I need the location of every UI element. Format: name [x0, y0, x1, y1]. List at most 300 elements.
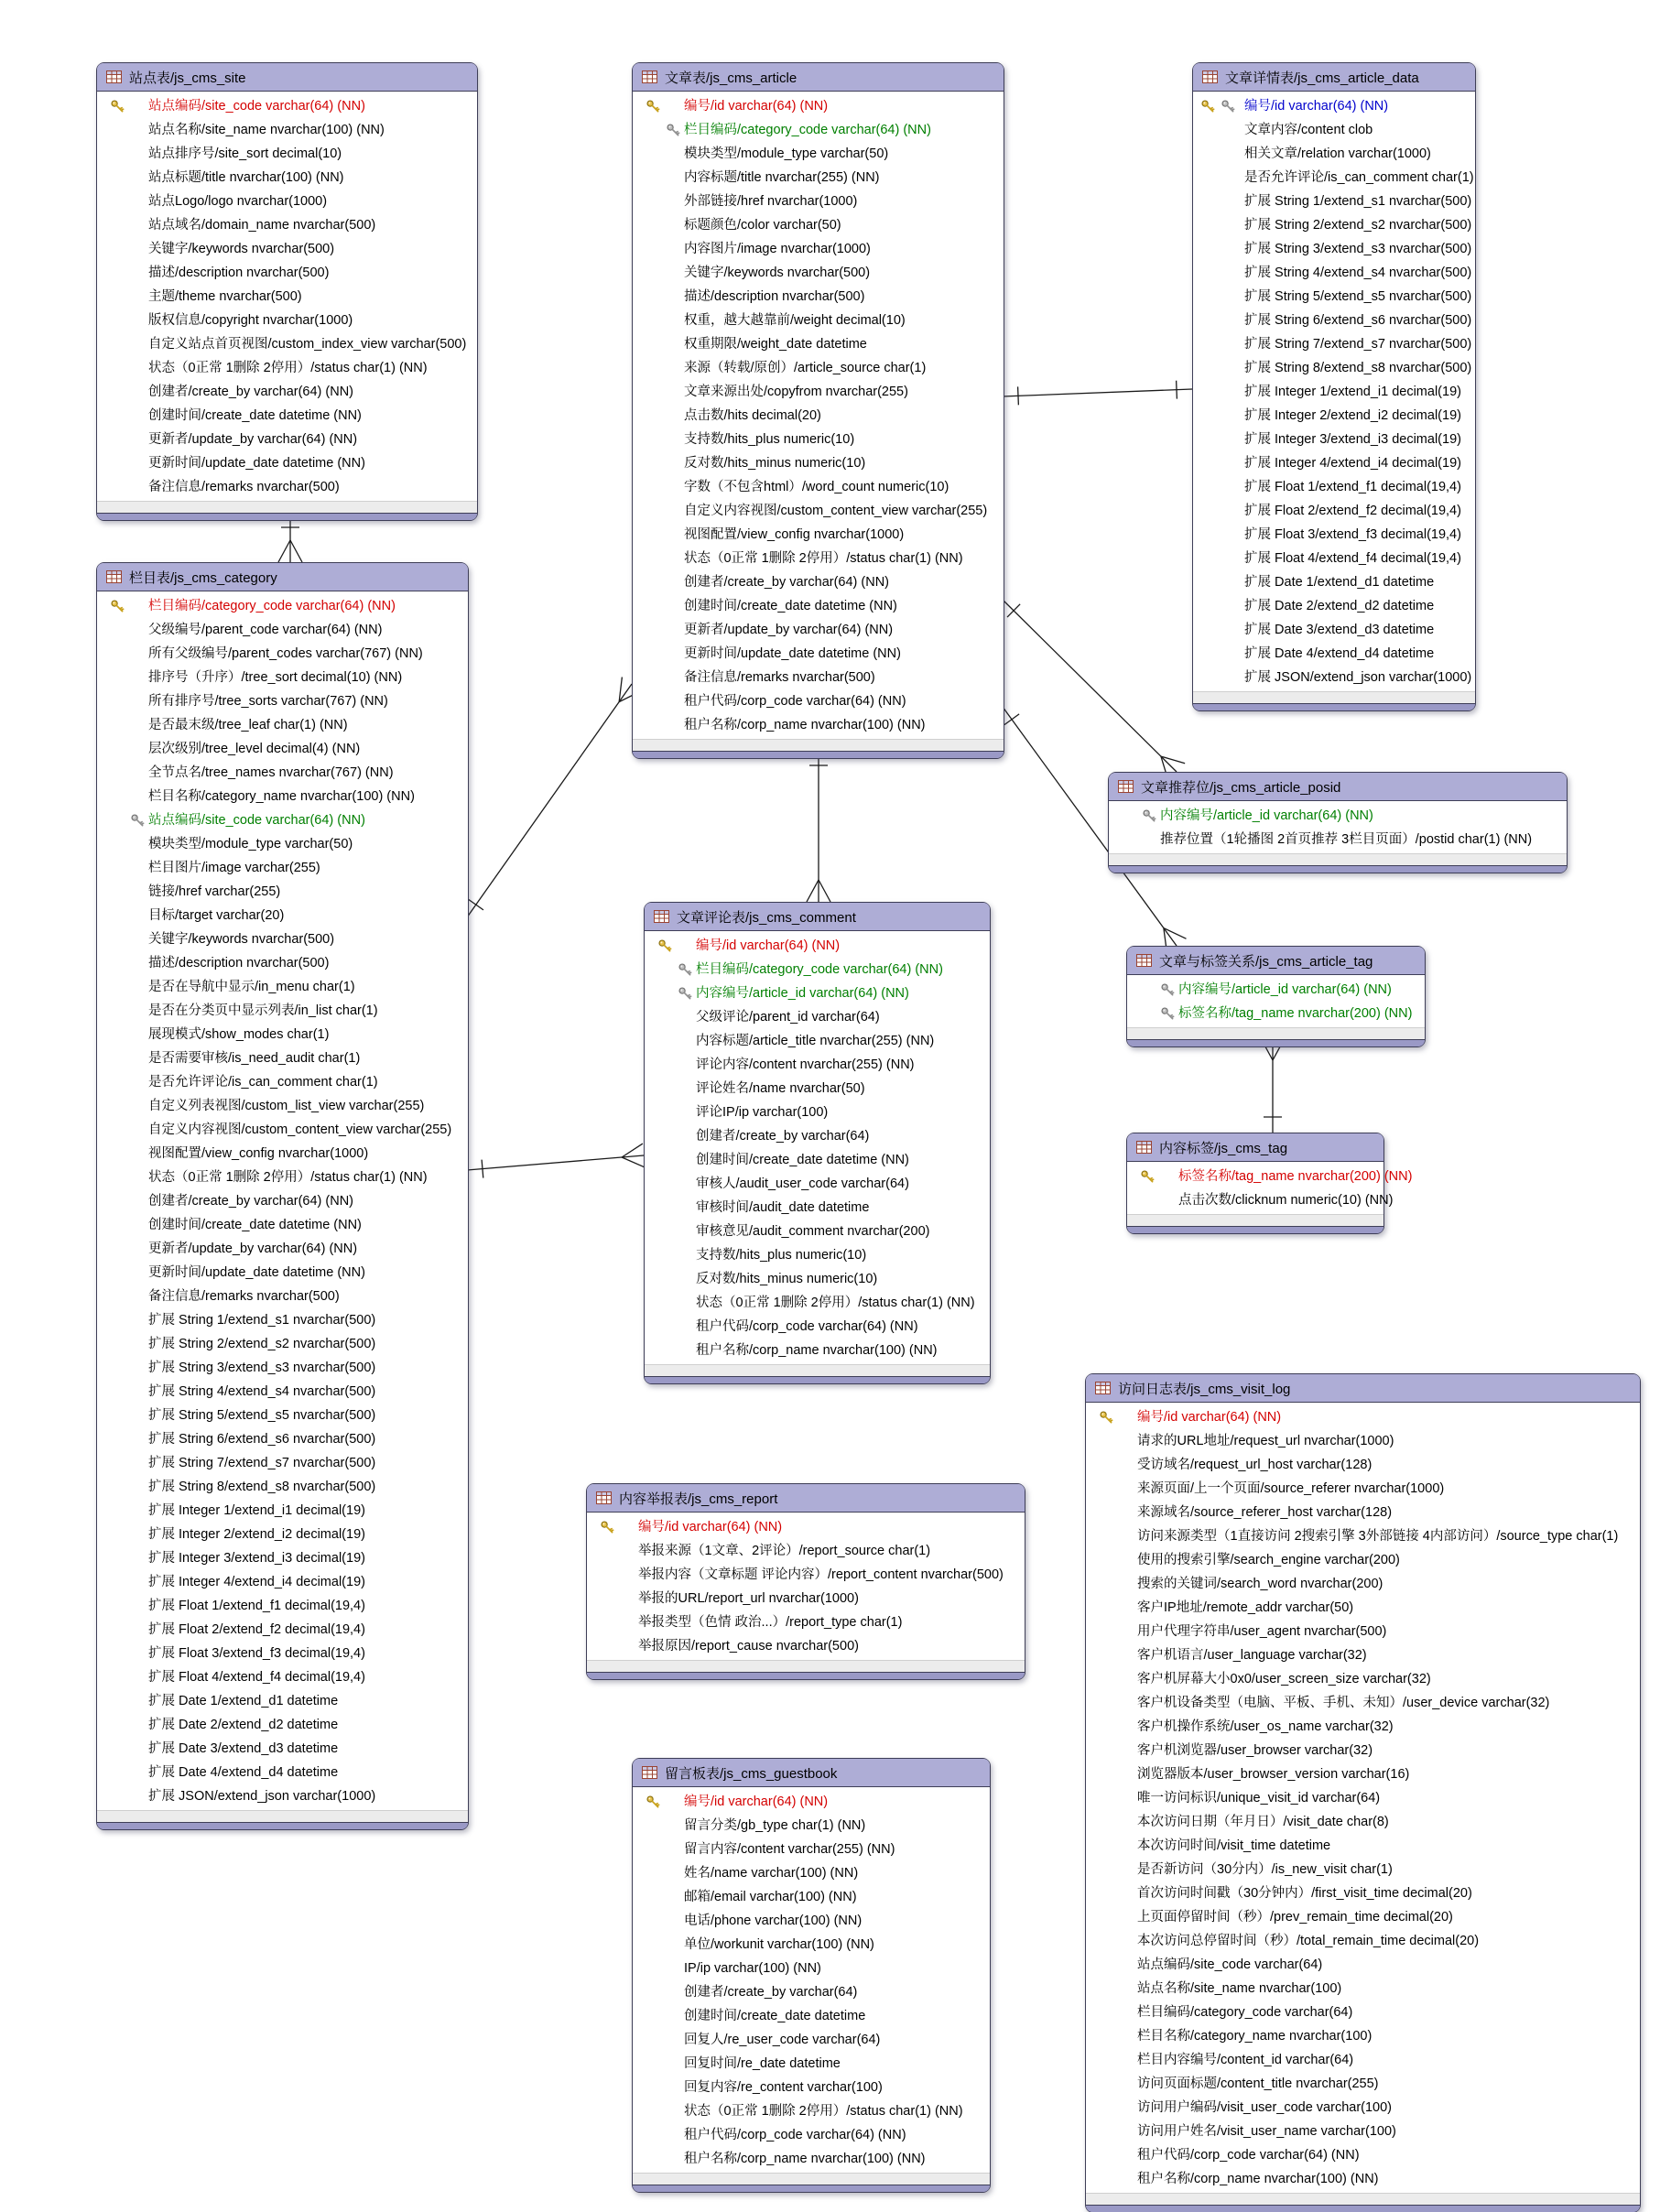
field-row	[97, 451, 477, 475]
field-label: 内容标题/title nvarchar(255) (NN)	[684, 170, 880, 185]
field-label: 扩展 Date 2/extend_d2 datetime	[148, 1718, 339, 1732]
field-label: 扩展 String 1/extend_s1 nvarchar(500)	[148, 1313, 376, 1328]
field-label: 客户机设备类型（电脑、平板、手机、未知）/user_device varchar(32)	[1137, 1696, 1550, 1710]
field-row	[1086, 1524, 1640, 1548]
field-row	[1086, 1620, 1640, 1643]
field-row	[97, 1308, 468, 1332]
field-row	[97, 1356, 468, 1380]
erd-table-js_cms_tag[interactable]	[1126, 1133, 1413, 1234]
field-row	[1193, 213, 1475, 237]
field-row	[1086, 1453, 1640, 1477]
field-row	[97, 475, 477, 499]
field-label: 标签名称/tag_name nvarchar(200) (NN)	[1178, 1169, 1413, 1184]
field-row	[645, 981, 990, 1005]
field-row	[645, 1077, 990, 1101]
field-label: 用户代理字符串/user_agent nvarchar(500)	[1137, 1624, 1387, 1639]
field-label: 关键字/keywords nvarchar(500)	[148, 242, 335, 256]
field-label: 举报原因/report_cause nvarchar(500)	[638, 1639, 859, 1654]
field-row	[633, 1933, 990, 1957]
erd-table-js_cms_guestbook[interactable]	[632, 1758, 991, 2193]
foreign-key-icon	[678, 962, 693, 978]
field-label: 更新时间/update_date datetime (NN)	[148, 1265, 365, 1280]
field-row	[1086, 1953, 1640, 1977]
table-fields	[645, 931, 990, 1364]
field-row	[97, 94, 477, 118]
field-label: 栏目编码/category_code varchar(64) (NN)	[696, 962, 943, 977]
primary-key-icon	[110, 599, 125, 614]
relationship-line-segment	[467, 684, 632, 917]
field-row	[97, 1023, 468, 1046]
field-row	[1193, 332, 1475, 356]
field-label: 创建时间/create_date datetime	[684, 2009, 866, 2023]
table-fields	[1109, 801, 1567, 853]
table-bottom-bar	[1127, 1039, 1425, 1046]
field-row	[1109, 804, 1567, 828]
field-row	[645, 1291, 990, 1315]
field-row	[645, 1196, 990, 1220]
table-bottom-bar	[645, 1376, 990, 1383]
field-label: 扩展 Integer 3/extend_i3 decimal(19)	[1244, 432, 1461, 447]
field-row	[633, 1957, 990, 1980]
field-label: 扩展 String 6/extend_s6 nvarchar(500)	[1244, 313, 1472, 328]
field-row	[97, 1261, 468, 1285]
field-label: 排序号（升序）/tree_sort decimal(10) (NN)	[148, 670, 403, 685]
field-row	[97, 1523, 468, 1546]
field-row	[1086, 1977, 1640, 2001]
field-row	[645, 958, 990, 981]
field-row	[97, 1713, 468, 1737]
table-bottom-bar	[587, 1672, 1025, 1679]
field-label: 更新者/update_by varchar(64) (NN)	[148, 1242, 358, 1256]
field-label: 栏目图片/image varchar(255)	[148, 861, 320, 875]
field-label: 客户机语言/user_language varchar(32)	[1137, 1648, 1367, 1663]
field-row	[1193, 570, 1475, 594]
field-row	[1193, 261, 1475, 285]
foreign-key-icon	[666, 123, 681, 138]
table-header	[1193, 63, 1475, 92]
field-row	[633, 190, 1004, 213]
field-row	[645, 1148, 990, 1172]
field-row	[1127, 978, 1425, 1002]
table-bottom-bar	[97, 513, 477, 520]
field-label: 所有排序号/tree_sorts varchar(767) (NN)	[148, 694, 388, 709]
field-label: 是否允许评论/is_can_comment char(1)	[148, 1075, 378, 1090]
field-label: 扩展 Float 4/extend_f4 decimal(19,4)	[148, 1670, 365, 1685]
field-label: 是否最末级/tree_leaf char(1) (NN)	[148, 718, 348, 732]
field-row	[587, 1539, 1025, 1563]
field-row	[97, 1046, 468, 1070]
erd-table-js_cms_category[interactable]	[96, 562, 469, 1830]
field-row	[1086, 1596, 1640, 1620]
erd-table-js_cms_article_tag[interactable]	[1126, 946, 1426, 1047]
field-label: 栏目名称/category_name nvarchar(100) (NN)	[148, 789, 415, 804]
field-label: 创建者/create_by varchar(64)	[696, 1129, 870, 1144]
field-row	[1086, 1643, 1640, 1667]
primary-key-icon	[110, 99, 125, 114]
field-row	[587, 1610, 1025, 1634]
field-row	[97, 618, 468, 642]
table-icon	[596, 1491, 612, 1504]
field-label: 创建时间/create_date datetime (NN)	[684, 599, 897, 613]
field-label: 本次访问时间/visit_time datetime	[1137, 1838, 1331, 1853]
field-label: 站点域名/domain_name nvarchar(500)	[148, 218, 376, 233]
relationship-line-segment	[467, 1155, 644, 1170]
field-label: 扩展 String 7/extend_s7 nvarchar(500)	[1244, 337, 1472, 352]
field-row	[97, 285, 477, 309]
field-label: 扩展 Integer 4/extend_i4 decimal(19)	[1244, 456, 1461, 471]
field-row	[633, 451, 1004, 475]
foreign-key-icon	[1221, 99, 1236, 114]
field-row	[97, 1546, 468, 1570]
field-label: 是否在分类页中显示列表/in_list char(1)	[148, 1003, 378, 1018]
table-header	[645, 903, 990, 931]
field-row	[97, 261, 477, 285]
field-label: 租户代码/corp_code varchar(64) (NN)	[684, 2128, 906, 2142]
field-row	[1193, 166, 1475, 190]
field-row	[1193, 142, 1475, 166]
table-title: 内容标签/js_cms_tag	[1159, 1140, 1288, 1156]
field-row	[1127, 1002, 1425, 1025]
field-label: 支持数/hits_plus numeric(10)	[696, 1248, 867, 1263]
field-row	[1086, 1762, 1640, 1786]
field-label: 扩展 Float 1/extend_f1 decimal(19,4)	[148, 1599, 365, 1613]
field-label: 权重期限/weight_date datetime	[684, 337, 867, 352]
field-row	[633, 594, 1004, 618]
field-row	[587, 1563, 1025, 1587]
erd-table-js_cms_article_posid[interactable]	[1108, 772, 1568, 873]
field-row	[633, 309, 1004, 332]
table-fields	[1127, 1162, 1413, 1214]
field-row	[1109, 828, 1567, 851]
field-label: 字数（不包含html）/word_count numeric(10)	[684, 480, 949, 494]
field-label: 扩展 Float 1/extend_f1 decimal(19,4)	[1244, 480, 1461, 494]
field-row	[1086, 2048, 1640, 2072]
table-icon	[1095, 1382, 1111, 1394]
relationship-line-segment	[469, 899, 483, 910]
field-row	[1086, 1667, 1640, 1691]
field-row	[633, 618, 1004, 642]
table-fields	[1193, 92, 1475, 691]
field-label: 扩展 String 8/extend_s8 nvarchar(500)	[148, 1480, 376, 1494]
field-label: 来源域名/source_referer_host varchar(128)	[1137, 1505, 1393, 1520]
table-title: 内容举报表/js_cms_report	[619, 1491, 778, 1507]
field-label: 创建时间/create_date datetime (NN)	[148, 1218, 362, 1232]
table-fields	[97, 92, 477, 501]
field-label: 举报的URL/report_url nvarchar(1000)	[638, 1591, 859, 1606]
field-row	[1086, 1405, 1640, 1429]
field-label: 留言内容/content varchar(255) (NN)	[684, 1842, 895, 1857]
primary-key-icon	[657, 938, 673, 954]
field-row	[1193, 94, 1475, 118]
field-label: 留言分类/gb_type char(1) (NN)	[684, 1818, 866, 1833]
erd-table-js_cms_visit_log[interactable]	[1085, 1373, 1641, 2212]
field-row	[97, 1594, 468, 1618]
field-row	[97, 856, 468, 880]
field-label: 电话/phone varchar(100) (NN)	[684, 1914, 863, 1928]
table-title: 文章评论表/js_cms_comment	[677, 909, 856, 926]
table-icon	[1136, 1141, 1152, 1154]
table-icon	[1136, 954, 1152, 967]
field-label: 目标/target varchar(20)	[148, 908, 285, 923]
field-row	[1086, 1501, 1640, 1524]
field-label: IP/ip varchar(100) (NN)	[684, 1961, 821, 1976]
field-label: 单位/workunit varchar(100) (NN)	[684, 1937, 874, 1952]
table-bottom-bar	[633, 2185, 990, 2192]
field-row	[1193, 190, 1475, 213]
field-label: 模块类型/module_type varchar(50)	[148, 837, 353, 851]
field-row	[97, 808, 468, 832]
field-row	[1086, 2167, 1640, 2191]
field-row	[97, 1737, 468, 1761]
field-row	[1086, 1881, 1640, 1905]
field-label: 关键字/keywords nvarchar(500)	[684, 266, 871, 280]
field-row	[97, 190, 477, 213]
field-label: 自定义内容视图/custom_content_view varchar(255)	[148, 1122, 452, 1137]
table-icon	[642, 1766, 657, 1779]
field-label: 内容标题/article_title nvarchar(255) (NN)	[696, 1034, 935, 1048]
field-label: 栏目编码/category_code varchar(64) (NN)	[148, 599, 396, 613]
field-label: 创建者/create_by varchar(64) (NN)	[148, 1194, 353, 1209]
field-row	[1086, 1929, 1640, 1953]
foreign-key-icon	[130, 813, 146, 829]
field-label: 备注信息/remarks nvarchar(500)	[148, 1289, 340, 1304]
field-row	[97, 404, 477, 428]
field-label: 创建者/create_by varchar(64) (NN)	[684, 575, 889, 590]
field-label: 扩展 Date 4/extend_d4 datetime	[148, 1765, 339, 1780]
field-label: 扩展 Date 1/extend_d1 datetime	[1244, 575, 1435, 590]
field-row	[1086, 2001, 1640, 2024]
field-row	[1086, 1834, 1640, 1858]
field-label: 审核人/audit_user_code varchar(64)	[696, 1176, 909, 1191]
field-label: 是否在导航中显示/in_menu char(1)	[148, 980, 355, 994]
relationship-line-segment	[1018, 386, 1019, 405]
field-row	[97, 332, 477, 356]
relationship-line-segment	[819, 880, 830, 902]
field-label: 租户名称/corp_name nvarchar(100) (NN)	[1137, 2172, 1379, 2186]
table-header	[1109, 773, 1567, 801]
field-row	[97, 927, 468, 951]
field-row	[1086, 1477, 1640, 1501]
table-header	[587, 1484, 1025, 1513]
field-row	[1193, 451, 1475, 475]
field-label: 本次访问总停留时间（秒）/total_remain_time decimal(20)	[1137, 1934, 1480, 1948]
field-row	[1086, 1572, 1640, 1596]
field-label: 点击次数/clicknum numeric(10) (NN)	[1178, 1193, 1394, 1208]
field-label: 更新时间/update_date datetime (NN)	[684, 646, 901, 661]
field-label: 客户机浏览器/user_browser varchar(32)	[1137, 1743, 1373, 1758]
field-row	[633, 1861, 990, 1885]
field-row	[97, 1618, 468, 1642]
table-header	[1086, 1374, 1640, 1403]
field-row	[97, 785, 468, 808]
field-label: 扩展 Integer 2/extend_i2 decimal(19)	[148, 1527, 365, 1542]
field-row	[633, 1838, 990, 1861]
field-label: 更新者/update_by varchar(64) (NN)	[684, 623, 894, 637]
field-label: 扩展 String 4/extend_s4 nvarchar(500)	[1244, 266, 1472, 280]
table-icon	[1202, 70, 1218, 83]
erd-table-js_cms_report[interactable]	[586, 1483, 1025, 1680]
field-row	[645, 1005, 990, 1029]
field-row	[1193, 666, 1475, 689]
field-label: 审核时间/audit_date datetime	[696, 1200, 870, 1215]
field-label: 自定义列表视图/custom_list_view varchar(255)	[148, 1099, 425, 1113]
field-row	[97, 1332, 468, 1356]
field-label: 扩展 JSON/extend_json varchar(1000)	[148, 1789, 376, 1804]
field-label: 编号/id varchar(64) (NN)	[1244, 99, 1389, 114]
field-label: 自定义内容视图/custom_content_view varchar(255)	[684, 504, 988, 518]
field-label: 站点名称/site_name nvarchar(100)	[1137, 1981, 1342, 1996]
field-row	[645, 1220, 990, 1243]
field-label: 状态（0正常 1删除 2停用）/status char(1) (NN)	[696, 1296, 975, 1310]
field-label: 访问页面标题/content_title nvarchar(255)	[1137, 2076, 1379, 2091]
table-title: 访问日志表/js_cms_visit_log	[1118, 1381, 1291, 1397]
field-row	[633, 666, 1004, 689]
field-label: 标签名称/tag_name nvarchar(200) (NN)	[1178, 1006, 1413, 1021]
foreign-key-icon	[1142, 808, 1157, 824]
table-footer	[633, 2173, 990, 2185]
primary-key-icon	[1099, 1410, 1114, 1426]
field-label: 回复内容/re_content varchar(100)	[684, 2080, 883, 2095]
field-row	[633, 237, 1004, 261]
field-row	[633, 94, 1004, 118]
table-icon	[106, 70, 122, 83]
field-label: 状态（0正常 1删除 2停用）/status char(1) (NN)	[148, 1170, 428, 1185]
field-label: 扩展 String 2/extend_s2 nvarchar(500)	[148, 1337, 376, 1351]
field-row	[1086, 2120, 1640, 2143]
table-header	[97, 563, 468, 591]
field-row	[633, 499, 1004, 523]
field-row	[1086, 1786, 1640, 1810]
field-row	[633, 2123, 990, 2147]
field-row	[1086, 2143, 1640, 2167]
field-row	[97, 1070, 468, 1094]
field-row	[1086, 1905, 1640, 1929]
table-footer	[1127, 1027, 1425, 1039]
field-row	[633, 642, 1004, 666]
field-row	[645, 1267, 990, 1291]
field-label: 站点编码/site_code varchar(64) (NN)	[148, 99, 365, 114]
field-row	[633, 118, 1004, 142]
field-label: 层次级别/tree_level decimal(4) (NN)	[148, 742, 361, 756]
field-label: 受访域名/request_url_host varchar(128)	[1137, 1458, 1373, 1472]
field-row	[645, 1315, 990, 1339]
field-label: 备注信息/remarks nvarchar(500)	[684, 670, 875, 685]
relationship-line-segment	[290, 540, 302, 562]
field-label: 模块类型/module_type varchar(50)	[684, 146, 889, 161]
field-label: 扩展 Date 3/extend_d3 datetime	[148, 1741, 339, 1756]
primary-key-icon	[1200, 99, 1216, 114]
table-header	[1127, 1133, 1383, 1162]
field-label: 更新时间/update_date datetime (NN)	[148, 456, 365, 471]
field-row	[1193, 547, 1475, 570]
field-row	[633, 2076, 990, 2099]
field-row	[97, 1118, 468, 1142]
field-row	[1193, 428, 1475, 451]
field-row	[97, 951, 468, 975]
field-label: 内容编号/article_id varchar(64) (NN)	[696, 986, 909, 1001]
field-label: 标题颜色/color varchar(50)	[684, 218, 841, 233]
table-footer	[97, 1810, 468, 1822]
field-row	[97, 428, 477, 451]
table-icon	[642, 70, 657, 83]
erd-table-js_cms_site[interactable]	[96, 62, 478, 521]
field-row	[97, 761, 468, 785]
erd-table-js_cms_comment[interactable]	[644, 902, 991, 1384]
field-label: 栏目名称/category_name nvarchar(100)	[1137, 2029, 1373, 2044]
field-row	[1193, 594, 1475, 618]
field-label: 栏目内容编号/content_id varchar(64)	[1137, 2053, 1354, 2067]
field-label: 举报类型（色情 政治...）/report_type char(1)	[638, 1615, 903, 1630]
field-label: 租户名称/corp_name nvarchar(100) (NN)	[696, 1343, 938, 1358]
field-row	[633, 428, 1004, 451]
field-row	[1086, 2096, 1640, 2120]
field-label: 访问用户姓名/visit_user_name varchar(100)	[1137, 2124, 1396, 2139]
field-label: 租户代码/corp_code varchar(64) (NN)	[684, 694, 906, 709]
field-row	[633, 2028, 990, 2052]
field-label: 更新者/update_by varchar(64) (NN)	[148, 432, 358, 447]
erd-table-js_cms_article[interactable]	[632, 62, 1004, 759]
primary-key-icon	[1140, 1169, 1156, 1185]
field-row	[633, 166, 1004, 190]
field-row	[645, 1243, 990, 1267]
field-row	[633, 142, 1004, 166]
field-label: 点击数/hits decimal(20)	[684, 408, 821, 423]
field-label: 编号/id varchar(64) (NN)	[696, 938, 841, 953]
field-row	[97, 1665, 468, 1689]
field-row	[633, 2052, 990, 2076]
table-fields	[1086, 1403, 1640, 2193]
field-label: 推荐位置（1轮播图 2首页推荐 3栏目页面）/postid char(1) (NN)	[1160, 832, 1533, 847]
field-label: 站点排序号/site_sort decimal(10)	[148, 146, 342, 161]
field-row	[633, 2099, 990, 2123]
table-header	[97, 63, 477, 92]
field-row	[1086, 1739, 1640, 1762]
relationship-line-segment	[1003, 389, 1192, 396]
foreign-key-icon	[1160, 1006, 1176, 1022]
field-row	[633, 404, 1004, 428]
field-row	[97, 737, 468, 761]
field-label: 站点编码/site_code varchar(64)	[1137, 1957, 1323, 1972]
field-row	[1086, 2024, 1640, 2048]
field-row	[97, 1189, 468, 1213]
field-label: 版权信息/copyright nvarchar(1000)	[148, 313, 353, 328]
field-label: 扩展 String 1/extend_s1 nvarchar(500)	[1244, 194, 1472, 209]
field-label: 全节点名/tree_names nvarchar(767) (NN)	[148, 765, 394, 780]
erd-table-js_cms_article_data[interactable]	[1192, 62, 1476, 711]
field-label: 编号/id varchar(64) (NN)	[638, 1520, 783, 1534]
table-footer	[1127, 1214, 1383, 1226]
table-icon	[1118, 780, 1134, 793]
table-header	[633, 63, 1004, 92]
table-fields	[633, 92, 1004, 739]
relationship-line-segment	[482, 1160, 483, 1178]
field-row	[1193, 499, 1475, 523]
field-label: 视图配置/view_config nvarchar(1000)	[148, 1146, 369, 1161]
field-label: 浏览器版本/user_browser_version varchar(16)	[1137, 1767, 1410, 1782]
table-title: 站点表/js_cms_site	[129, 70, 246, 86]
field-label: 站点Logo/logo nvarchar(1000)	[148, 194, 328, 209]
field-row	[645, 934, 990, 958]
field-label: 扩展 String 2/extend_s2 nvarchar(500)	[1244, 218, 1472, 233]
relationship-line-segment	[622, 1157, 645, 1167]
table-fields	[587, 1513, 1025, 1660]
field-label: 扩展 String 5/extend_s5 nvarchar(500)	[1244, 289, 1472, 304]
relationship-line-segment	[807, 880, 819, 902]
field-label: 自定义站点首页视图/custom_index_view varchar(500)	[148, 337, 467, 352]
field-label: 描述/description nvarchar(500)	[148, 956, 330, 970]
table-bottom-bar	[1127, 1226, 1383, 1233]
field-label: 扩展 Float 3/extend_f3 decimal(19,4)	[148, 1646, 365, 1661]
